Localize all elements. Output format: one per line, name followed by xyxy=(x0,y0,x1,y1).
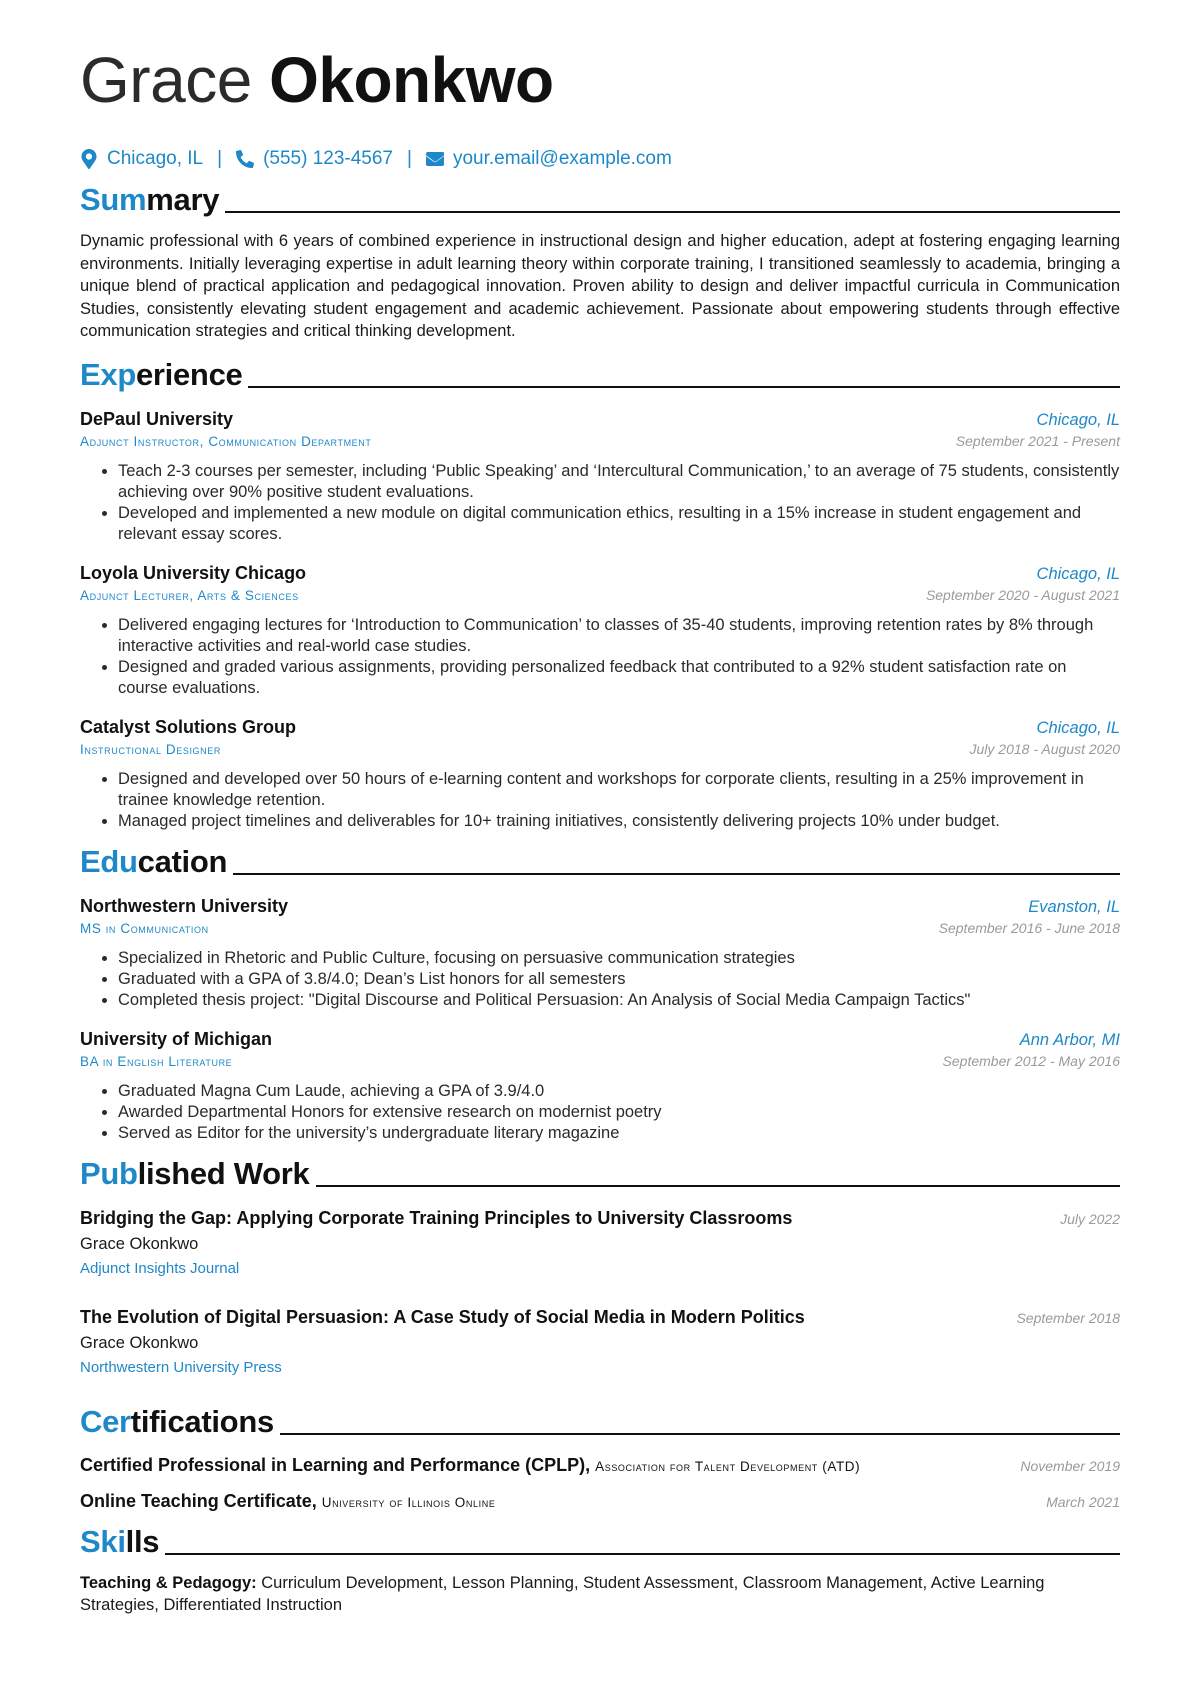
section-title-publications: Published Work xyxy=(80,1155,310,1191)
bullet-item: • Served as Editor for the university’s undergraduate literary magazine xyxy=(118,1123,1120,1144)
contact-line xyxy=(80,144,1120,174)
bullet-list xyxy=(80,615,1120,699)
job-title: Instructional Designer xyxy=(80,741,221,757)
bullet-item: • Developed and implemented a new module on digital communication ethics, resulting in a 15% increase in student engagement and relevant essay scores. xyxy=(118,503,1120,545)
certification-entry: Online Teaching Certificate, University of Illinois Online March 2021 xyxy=(80,1490,1120,1511)
bullet-list xyxy=(80,948,1120,1011)
candidate-name xyxy=(80,40,1120,120)
degree: BA in English Literature xyxy=(80,1053,233,1069)
certification-issuer: University of Illinois Online xyxy=(321,1494,496,1510)
section-rule xyxy=(165,1553,1120,1555)
bullet-item: • Specialized in Rhetoric and Public Culture, focusing on persuasive communication strategies xyxy=(118,948,1120,969)
publication-author: Grace Okonkwo xyxy=(80,1234,199,1253)
section-rule xyxy=(316,1185,1121,1187)
skills-category-label: Teaching & Pedagogy: xyxy=(80,1573,257,1592)
certification-name: Certified Professional in Learning and Performance (CPLP) xyxy=(80,1454,586,1475)
entry-dates: September 2021 - Present xyxy=(955,432,1120,449)
publication-title: The Evolution of Digital Persuasion: A Case Study of Social Media in Modern Politics xyxy=(80,1306,805,1327)
entry-dates: September 2012 - May 2016 xyxy=(942,1052,1120,1069)
contact-separator: | xyxy=(217,148,223,169)
education-entry xyxy=(80,1029,1120,1144)
contact-phone[interactable] xyxy=(236,148,393,170)
section-rule xyxy=(280,1433,1120,1435)
entry-location: Ann Arbor, MI xyxy=(1019,1030,1120,1049)
bullet-item: • Delivered engaging lectures for ‘Introduction to Communication’ to classes of 35-40 students, improving retention rates by 8% through interactive activities and real-world case studies. xyxy=(118,615,1120,657)
experience-entry xyxy=(80,717,1120,832)
phone-text: (555) 123-4567 xyxy=(263,148,393,169)
section-title-education: Education xyxy=(80,843,228,879)
section-education-header xyxy=(80,844,1120,880)
section-certifications-header xyxy=(80,1404,1120,1440)
job-title: Adjunct Lecturer, Arts & Sciences xyxy=(80,587,299,603)
bullet-item: • Graduated with a GPA of 3.8/4.0; Dean’s List honors for all semesters xyxy=(118,969,1120,990)
summary-text: Dynamic professional with 6 years of combined experience in instructional design and higher education, adept at fostering engaging learning environments. Initially leveraging expertise in adult learning theory within corporate training, I transitioned seamlessly to academia, bringing a unique blend of practical application and pedagogical innovation. Proven ability to design and deliver impactful curricula in Communication Studies, consistently elevating student engagement and academic achievement. Passionate about empowering students through effective communication strategies and critical thinking development. xyxy=(80,232,1120,340)
publication-venue: Adjunct Insights Journal xyxy=(80,1259,240,1277)
publication-author: Grace Okonkwo xyxy=(80,1333,199,1352)
experience-entry xyxy=(80,409,1120,545)
publication-entry xyxy=(80,1307,1120,1376)
email-link: your.email@example.com xyxy=(452,148,672,169)
section-title-certifications: Certifications xyxy=(80,1403,274,1439)
job-title: Adjunct Instructor, Communication Department xyxy=(80,433,372,449)
contact-email[interactable] xyxy=(426,148,672,170)
publication-date: September 2018 xyxy=(1016,1309,1120,1326)
bullet-item: • Designed and developed over 50 hours of e-learning content and workshops for corporate clients, resulting in a 25% improvement in trainee knowledge retention. xyxy=(118,769,1120,811)
certification-issuer: Association for Talent Development (ATD) xyxy=(595,1458,861,1474)
publication-title: Bridging the Gap: Applying Corporate Training Principles to University Classrooms xyxy=(80,1207,793,1228)
phone-icon xyxy=(236,149,254,169)
entry-location: Chicago, IL xyxy=(1036,564,1120,583)
section-experience-header xyxy=(80,357,1120,393)
entry-dates: July 2018 - August 2020 xyxy=(969,740,1120,757)
section-summary-header xyxy=(80,182,1120,218)
degree: MS in Communication xyxy=(80,920,209,936)
section-rule xyxy=(225,211,1120,213)
publication-date: July 2022 xyxy=(1060,1210,1120,1227)
section-title-experience: Experience xyxy=(80,356,243,392)
education-entry xyxy=(80,896,1120,1011)
experience-entry xyxy=(80,563,1120,699)
publication-entry xyxy=(80,1208,1120,1277)
employer-name: Catalyst Solutions Group xyxy=(80,716,297,737)
section-title-summary: Summary xyxy=(80,182,220,217)
first-name: Grace xyxy=(80,44,252,116)
employer-name: Loyola University Chicago xyxy=(80,562,307,583)
contact-location xyxy=(80,148,203,170)
entry-dates: September 2020 - August 2021 xyxy=(925,586,1120,603)
resume-page xyxy=(80,40,1120,1617)
bullet-item: • Awarded Departmental Honors for extensive research on modernist poetry xyxy=(118,1102,1120,1123)
skills-line xyxy=(80,1572,1120,1617)
school-name: Northwestern University xyxy=(80,895,289,916)
location-text: Chicago, IL xyxy=(107,148,204,169)
skills-list: Curriculum Development, Lesson Planning, Student Assessment, Classroom Management, Active Learning Strategies, Differentiated Instruction xyxy=(80,1573,1045,1614)
bullet-item: • Managed project timelines and deliverables for 10+ training initiatives, consistently delivering projects 10% under budget. xyxy=(118,811,1120,832)
last-name: Okonkwo xyxy=(269,44,554,116)
entry-location: Chicago, IL xyxy=(1036,718,1120,737)
bullet-list xyxy=(80,769,1120,832)
contact-separator: | xyxy=(407,148,412,169)
bullet-item: • Designed and graded various assignments, providing personalized feedback that contributed to a 92% student satisfaction rate on course evaluations. xyxy=(118,657,1120,699)
section-publications-header xyxy=(80,1156,1120,1192)
section-skills-header xyxy=(80,1524,1120,1560)
bullet-list xyxy=(80,461,1120,545)
certification-date: November 2019 xyxy=(1020,1457,1120,1474)
entry-location: Chicago, IL xyxy=(1036,410,1120,429)
bullet-item: • Completed thesis project: "Digital Discourse and Political Persuasion: An Analysis of Social Media Campaign Tactics" xyxy=(118,990,1120,1011)
bullet-list xyxy=(80,1081,1120,1144)
entry-location: Evanston, IL xyxy=(1028,897,1120,916)
section-title-skills: Skills xyxy=(80,1523,160,1559)
section-rule xyxy=(248,386,1120,388)
bullet-item: • Teach 2-3 courses per semester, including ‘Public Speaking’ and ‘Intercultural Communication,’ to an average of 75 students, consistently achieving over 90% positive student evaluations. xyxy=(118,461,1120,503)
entry-dates: September 2016 - June 2018 xyxy=(938,919,1120,936)
school-name: University of Michigan xyxy=(80,1028,273,1049)
map-pin-icon xyxy=(80,149,98,169)
certification-name: Online Teaching Certificate xyxy=(80,1490,312,1511)
employer-name: DePaul University xyxy=(80,408,234,429)
certification-date: March 2021 xyxy=(1046,1493,1120,1510)
certification-entry: Certified Professional in Learning and Performance (CPLP), Association for Talent Development (ATD) November 2019 xyxy=(80,1454,1120,1475)
bullet-item: • Graduated Magna Cum Laude, achieving a GPA of 3.9/4.0 xyxy=(118,1081,1120,1102)
publication-venue: Northwestern University Press xyxy=(80,1358,282,1376)
section-rule xyxy=(233,873,1120,875)
envelope-icon xyxy=(426,149,444,169)
